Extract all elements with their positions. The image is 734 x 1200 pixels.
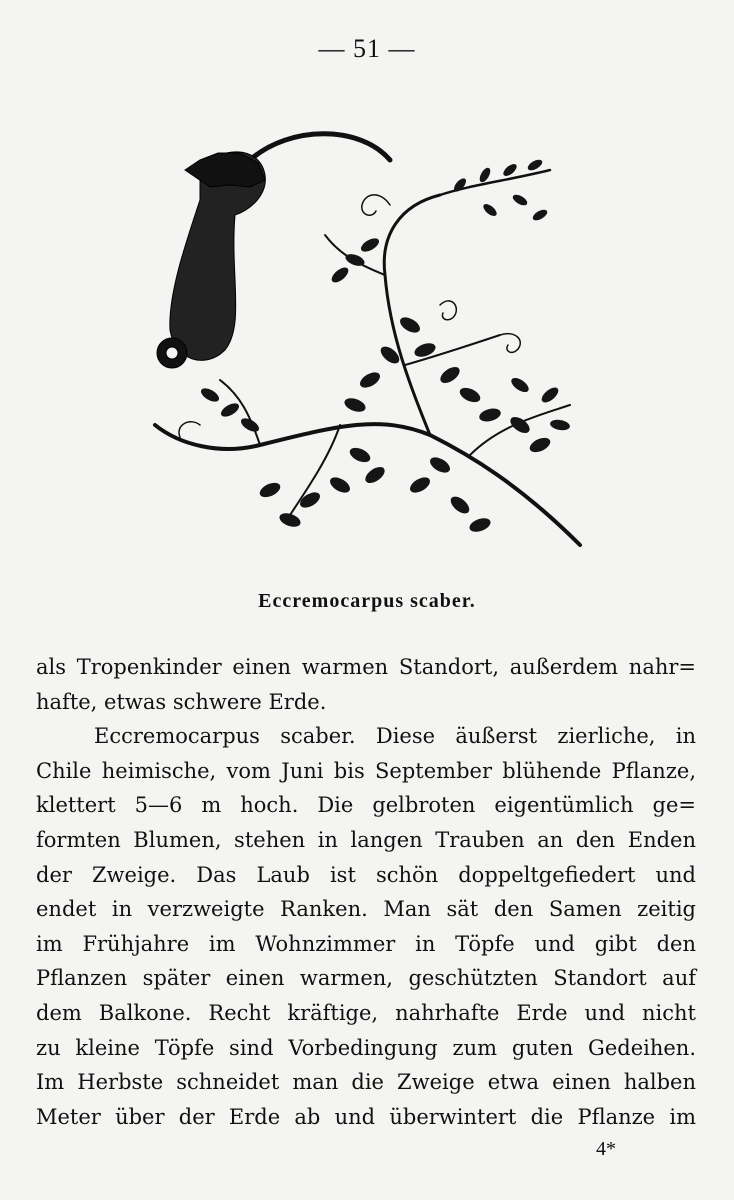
- text-line: Eccremocarpus scaber. Diese äußerst zierliche, in: [94, 724, 696, 749]
- text-line: der Zweige. Das Laub ist schön doppeltgefiedert und: [36, 862, 696, 887]
- signature-mark: 4*: [596, 1138, 616, 1160]
- text-line: hafte, etwas schwere Erde.: [36, 689, 327, 714]
- text-line: Meter über der Erde ab und überwintert die Pflanze im: [36, 1104, 696, 1129]
- page-number: — 51 —: [318, 34, 416, 63]
- text-line: Im Herbste schneidet man die Zweige etwa einen halben: [36, 1070, 696, 1095]
- text-line: formten Blumen, stehen in langen Trauben an den Enden: [36, 827, 696, 852]
- plant-illustration: [140, 125, 590, 565]
- body-text: [36, 650, 696, 1134]
- text-line: Chile heimische, vom Juni bis September blühende Pflanze,: [36, 758, 696, 783]
- figure-caption: Eccremocarpus scaber.: [258, 590, 476, 612]
- text-line: klettert 5—6 m hoch. Die gelbroten eigentümlich ge=: [36, 793, 696, 818]
- text-line: zu kleine Töpfe sind Vorbedingung zum guten Gedeihen.: [36, 1035, 696, 1060]
- text-line: als Tropenkinder einen warmen Standort, außerdem nahr=: [36, 655, 696, 679]
- text-line: dem Balkone. Recht kräftige, nahrhafte Erde und nicht: [36, 1000, 696, 1025]
- text-line: Pflanzen später einen warmen, geschützten Standort auf: [36, 966, 696, 991]
- text-line: im Frühjahre im Wohnzimmer in Töpfe und gibt den: [36, 931, 696, 956]
- text-line: endet in verzweigte Ranken. Man sät den Samen zeitig: [36, 897, 696, 922]
